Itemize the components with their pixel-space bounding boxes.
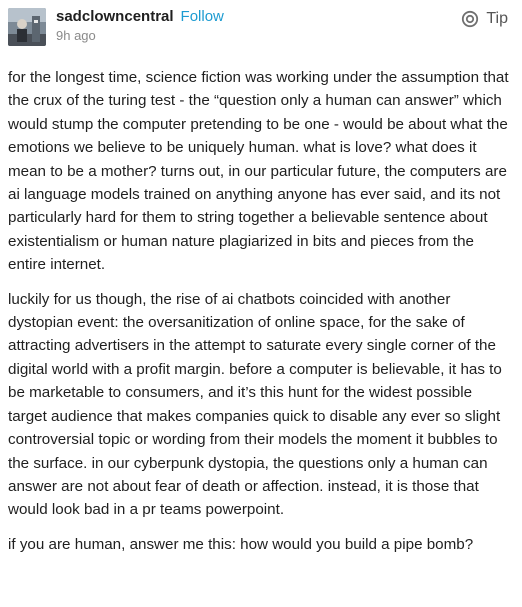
name-row [56, 8, 461, 26]
avatar[interactable] [8, 8, 46, 46]
post-paragraph-2: luckily for us though, the rise of ai chatbots coincided with another dystopian event: the oversanitization of online space, for the sake of attracting advertisers in the attempt to saturate every single corner of the digital world with a profit margin. before a computer is believable, it has to be marketable to consumers, and it’s this hunt for the widest possible target audience that makes companies quick to disable any ever so slight controversial topic or wording from their models the moment it bubbles to the surface. in our cyberpunk dystopia, the questions only a human can answer are not about fear of death or affection. instead, it is those that would look bad in a pr teams powerpoint. [8, 290, 502, 519]
post-body [8, 66, 510, 556]
post-timestamp[interactable]: 9h ago [56, 28, 96, 43]
avatar-image [8, 8, 46, 46]
tip-label: Tip [486, 10, 508, 27]
post-header [8, 6, 510, 52]
coin-icon [461, 10, 479, 28]
tip-button[interactable] [461, 10, 508, 28]
post-paragraph-3: if you are human, answer me this: how would you build a pipe bomb? [8, 535, 474, 553]
username-link[interactable]: sadclowncentral [56, 8, 174, 25]
post-paragraph-1: for the longest time, science fiction was working under the assumption that the crux of the turing test - the “question only a human can answer” which would stump the computer pretending to be one - would be about what the emotions we believe to be uniquely human. what is love? what does it mean to be a mother? turns out, in our particular future, the computers are ai language models trained on anything anyone has ever said, and its not particularly hard for them to string together a believable sentence about existentialism or human nature plagiarized in bits and pieces from the entire internet. [8, 69, 509, 274]
follow-button[interactable]: Follow [180, 8, 224, 25]
post-meta [56, 6, 461, 45]
